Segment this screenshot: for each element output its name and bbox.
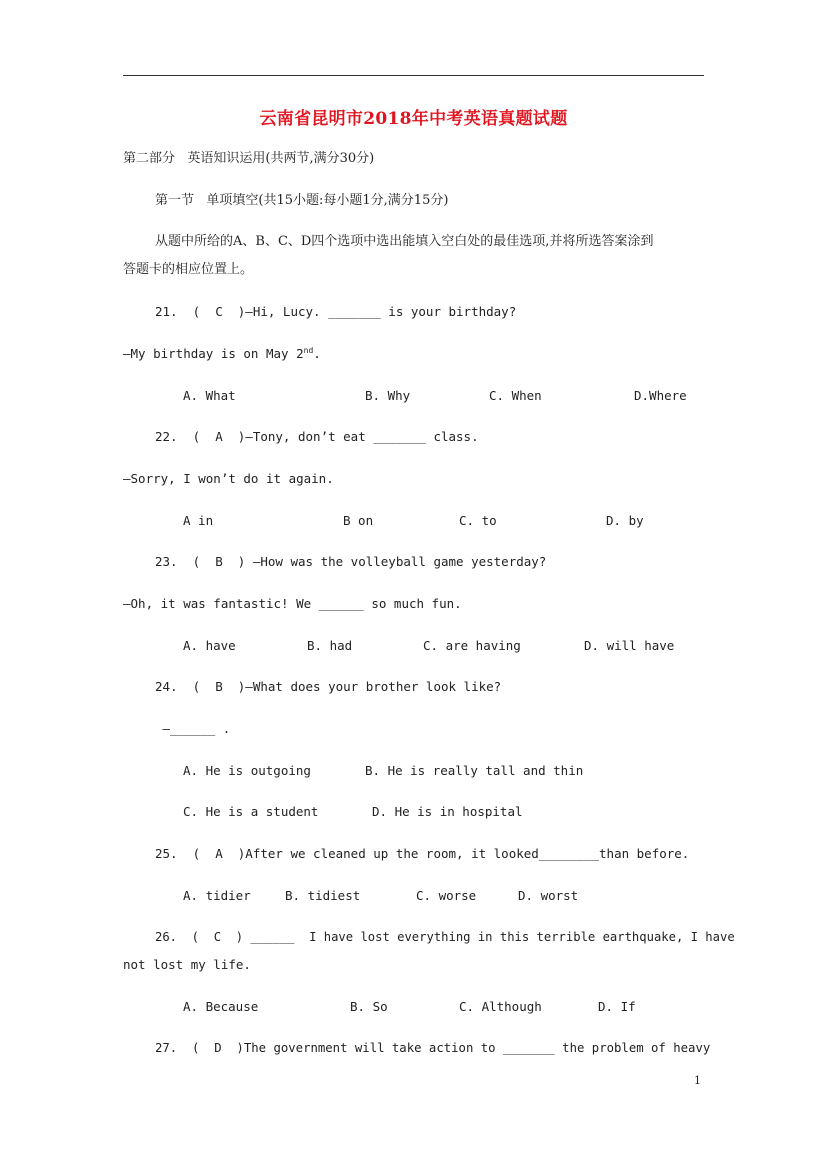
question-22-option-d: D. by [606, 513, 644, 528]
question-24-option-c: C. He is a student [183, 804, 319, 819]
question-24-option-a: A. He is outgoing [183, 763, 311, 778]
question-26-stem-line-1: 26. ( C ) ______ I have lost everything in this terrible earthquake, I have [155, 930, 735, 944]
question-22-reply: —Sorry, I won’t do it again. [123, 471, 334, 486]
question-21-reply: —My birthday is on May 2nd. [123, 345, 321, 361]
question-24-reply: —______ . [155, 721, 231, 736]
question-25-option-c: C. worse [416, 888, 477, 903]
question-21-option-d: D.Where [634, 388, 687, 403]
question-21-option-c: C. When [489, 388, 542, 403]
question-22-option-a: A in [183, 513, 214, 528]
question-21-option-b: B. Why [365, 388, 411, 403]
page-title: 云南省昆明市2018年中考英语真题试题 [259, 109, 568, 129]
header-rule [123, 75, 704, 76]
instruction-line-2: 答题卡的相应位置上。 [123, 262, 254, 277]
question-22-stem: 22. ( A )—Tony, don’t eat _______ class. [155, 429, 479, 444]
question-23-stem: 23. ( B ) —How was the volleyball game yesterday? [155, 554, 547, 569]
question-26-option-d: D. If [598, 999, 636, 1014]
part-heading: 第二部分 英语知识运用(共两节,满分30分) [123, 151, 375, 166]
question-23-option-b: B. had [307, 638, 353, 653]
page-number: 1 [694, 1074, 701, 1087]
question-24-option-d: D. He is in hospital [372, 804, 523, 819]
question-23-reply: —Oh, it was fantastic! We ______ so much fun. [123, 596, 462, 611]
question-23-option-c: C. are having [423, 638, 521, 653]
question-26-option-b: B. So [350, 999, 388, 1014]
question-21-stem: 21. ( C )—Hi, Lucy. _______ is your birthday? [155, 304, 517, 319]
question-22-option-c: C. to [459, 513, 497, 528]
question-26-option-a: A. Because [183, 999, 259, 1014]
instruction-line-1: 从题中所给的A、B、C、D四个选项中选出能填入空白处的最佳选项,并将所选答案涂到 [155, 234, 654, 249]
question-23-option-d: D. will have [584, 638, 675, 653]
question-26-stem-line-2: not lost my life. [123, 957, 251, 972]
question-24-option-b: B. He is really tall and thin [365, 763, 584, 778]
question-24-stem: 24. ( B )—What does your brother look like? [155, 679, 502, 694]
question-25-option-a: A. tidier [183, 888, 251, 903]
question-27-stem: 27. ( D )The government will take action to _______ the problem of heavy [155, 1041, 711, 1055]
question-25-option-b: B. tidiest [285, 888, 361, 903]
question-23-option-a: A. have [183, 638, 236, 653]
question-26-option-c: C. Although [459, 999, 542, 1014]
question-25-option-d: D. worst [518, 888, 579, 903]
question-22-option-b: B on [343, 513, 374, 528]
question-25-stem: 25. ( A )After we cleaned up the room, it looked________than before. [155, 846, 690, 861]
section-heading: 第一节 单项填空(共15小题:每小题1分,满分15分) [155, 193, 449, 208]
question-21-option-a: A. What [183, 388, 236, 403]
